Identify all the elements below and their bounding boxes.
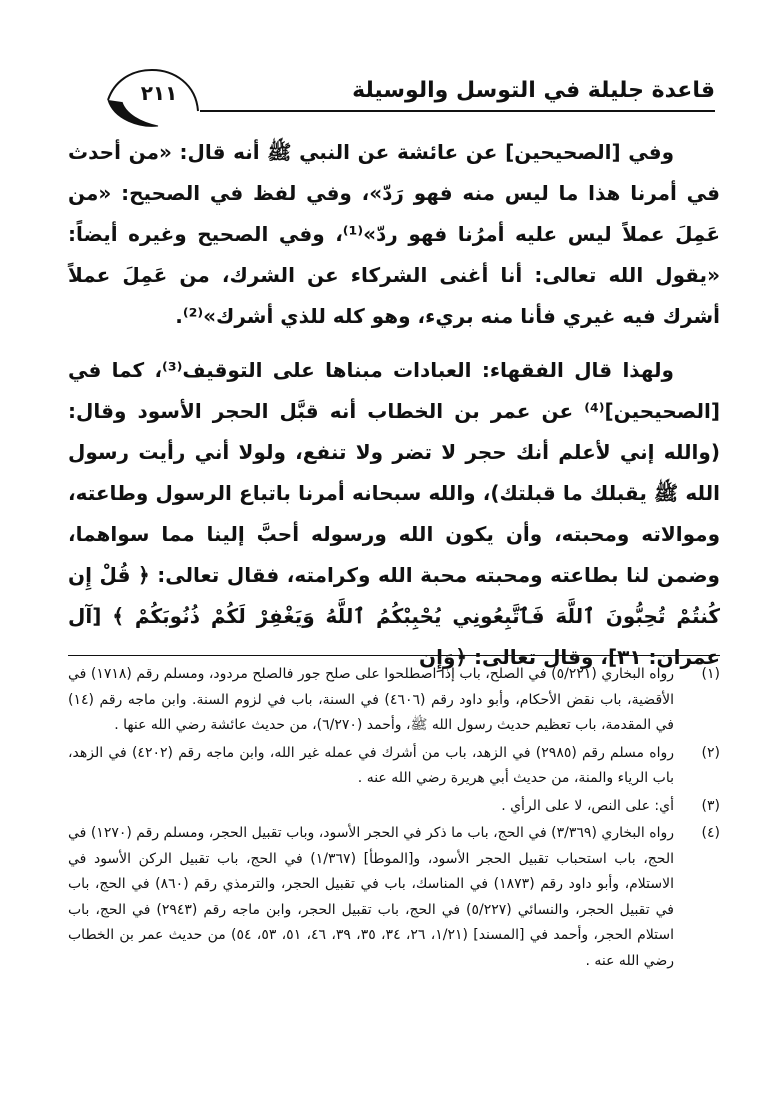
footnote-text: رواه مسلم رقم (٢٩٨٥) في الزهد، باب من أشرك في عمله غير الله، وابن ماجه رقم (٤٢٠٢) في الزهد، باب الرياء والمنة، من حديث أبي هريرة رضي الله عنه . <box>68 744 674 786</box>
footnote-number: (٤) <box>701 825 720 841</box>
body-paragraph: وفي [الصحيحين] عن عائشة عن النبي ﷺ أنه قال: «من أحدث في أمرنا هذا ما ليس منه فهو رَدّ»، وفي لفظ في الصحيح: «من عَمِلَ عملاً ليس عليه أمرُنا فهو ردّ»⁽¹⁾، وفي الصحيح وغيره أيضاً: «يقول الله تعالى: أنا أغنى الشركاء عن الشرك، من عَمِلَ عملاً أشرك فيه غيري فأنا منه بريء، وهو كله للذي أشرك»⁽²⁾. <box>68 140 720 328</box>
page-number: ٢١١ <box>140 81 178 105</box>
footnote <box>68 821 720 974</box>
body-paragraph: ولهذا قال الفقهاء: العبادات مبناها على التوقيف⁽³⁾، كما في [الصحيحين]⁽⁴⁾ عن عمر بن الخطاب أنه قبَّل الحجر الأسود وقال: (والله إني لأعلم أنك حجر لا تضر ولا تنفع، ولولا أني رأيت رسول الله ﷺ يقبلك ما قبلتك)، والله سبحانه أمرنا باتباع الرسول وطاعته، وموالاته ومحبته، وأن يكون الله ورسوله أحبَّ إلينا مما سواهما، وضمن لنا بطاعته ومحبته محبة الله وكرامته، فقال تعالى: ﴿ قُلْ إِن كُنتُمْ تُحِبُّونَ ٱللَّهَ فَٱتَّبِعُونِي يُحْبِبْكُمُ ٱللَّهُ وَيَغْفِرْ لَكُمْ ذُنُوبَكُمْ ﴾ [آل عمران: ٣١]، وقال تعالى: ﴿وَإِن <box>68 358 720 669</box>
footnote <box>68 741 720 792</box>
footnote-number: (١) <box>701 666 720 682</box>
header-rule <box>200 110 715 112</box>
footnote-number: (٣) <box>701 797 720 814</box>
footnote <box>68 662 720 739</box>
footnote <box>68 794 720 820</box>
footnote-text: رواه البخاري (٥/٢٢١) في الصلح، باب إذا اصطلحوا على صلح جور فالصلح مردود، ومسلم رقم (١٧١٨) في الأقضية، باب نقض الأحكام، وأبو داود رقم (٤٦٠٦) في السنة، باب في لزوم السنة. وابن ماجه رقم (١٤) في المقدمة، باب تعظيم حديث رسول الله ﷺ، وأحمد (٦/٢٧٠)، من حديث عائشة رضي الله عنها . <box>68 666 675 733</box>
running-header <box>100 66 715 130</box>
running-title: قاعدة جليلة في التوسل والوسيلة <box>352 78 715 103</box>
footnote-separator <box>68 655 720 656</box>
footnote-text: رواه البخاري (٣/٣٦٩) في الحج، باب ما ذكر في الحجر الأسود، وباب تقبيل الحجر، ومسلم رقم (١٢٧٠) في الحج، باب استحباب تقبيل الحجر الأسود، و[الموطأ] (١/٣٦٧) في الحج، باب تقبيل الركن الأسود في الاستلام، وأبو داود رقم (١٨٧٣) في المناسك، باب في تقبيل الحجر، والترمذي رقم (٨٦٠) في الحج، باب في تقبيل الحجر، والنسائي (٥/٢٢٧) في الحج، باب تقبيل الحجر، وابن ماجه رقم (٢٩٤٣) في الحج، باب استلام الحجر، وأحمد في [المسند] (١/٢١، ٢٦، ٣٤، ٣٥، ٣٩، ٤٦، ٥١، ٥٣، ٥٤) من حديث عمر بن الخطاب رضي الله عنه . <box>68 825 675 969</box>
footnote-text: أي: على النص، لا على الرأي . <box>501 797 674 814</box>
footnote-number: (٢) <box>701 744 720 761</box>
footnotes <box>68 662 720 974</box>
main-text <box>68 132 720 678</box>
